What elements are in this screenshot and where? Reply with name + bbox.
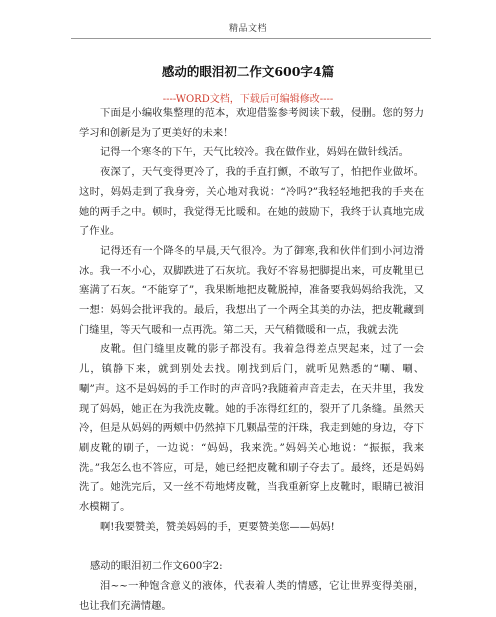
document-subtitle: ----WORD文档，下载后可编辑修改---- (162, 94, 334, 105)
paragraph-spacer (79, 537, 424, 557)
paragraph: 记得还有一个降冬的早晨,天气很冷。为了御寒,我和伙伴们到小河边滑冰。我一不小心，双脚跌进了石灰坑。我好不容易把脚提出来，可皮靴里已塞满了石灰。“不能穿了”，我果断地把皮靴脱掉，准备要我妈妈给我洗，又一想：妈妈会批评我的。最后，我想出了一个两全其美的办法，把皮靴藏到门缝里，等天气暖和一点再洗。第二天，天气稍微暖和一点，我就去洗 (79, 244, 424, 336)
page-header-label: 精品文档 (228, 24, 267, 34)
paragraph: 泪~~一种饱含意义的液体，代表着人类的情感，它让世界变得美丽，也让我们充满情趣。 (79, 580, 424, 612)
paragraph: 夜深了，天气变得更冷了，我的手直打颤，不敢写了，怕把作业做坏。这时，妈妈走到了我身旁，关心地对我说：“冷吗?”我轻轻地把我的手夹在她的两手之中。顿时，我觉得无比暖和。在她的鼓励下，我终于认真地完成了作业。 (79, 166, 424, 238)
document-body (79, 104, 424, 617)
paragraph-intro: 下面是小编收集整理的范本，欢迎借鉴参考阅读下载，侵删。您的努力学习和创新是为了更美好的未来！ (79, 107, 424, 139)
paragraph-closing: 啊!我要赞美，赞美妈妈的手，更要赞美您——妈妈! (100, 520, 335, 533)
header-divider (71, 38, 431, 39)
paragraph: 记得一个寒冬的下午，天气比较冷。我在做作业，妈妈在做针线活。 (100, 146, 409, 159)
paragraph: 皮靴。但门缝里皮靴的影子都没有。我着急得差点哭起来，过了一会儿，镇静下来，就到别处去找。刚找到后门，就听见熟悉的“唰、唰、唰”声。这不是妈妈的手工作时的声音吗?我随着声音走去，在天井里，我发现了妈妈，她正在为我洗皮靴。她的手冻得红红的，裂开了几条缝。虽然天冷，但是从妈妈的两颊中仍然掉下几颗晶莹的汗珠，我走到她的身边，夺下刷皮靴的刷子，一边说：“妈妈，我来洗。”妈妈关心地说：“振振，我来洗。”我怎么也不答应，可是，她已经把皮靴和刷子夺去了。最终，还是妈妈洗了。她洗完后，又一丝不苟地烤皮靴，当我重新穿上皮靴时，眼睛已被泪水模糊了。 (79, 343, 424, 514)
section-title: 感动的眼泪初二作文600字2: (90, 560, 223, 573)
document-title: 感动的眼泪初二作文600字4篇 (161, 64, 335, 79)
